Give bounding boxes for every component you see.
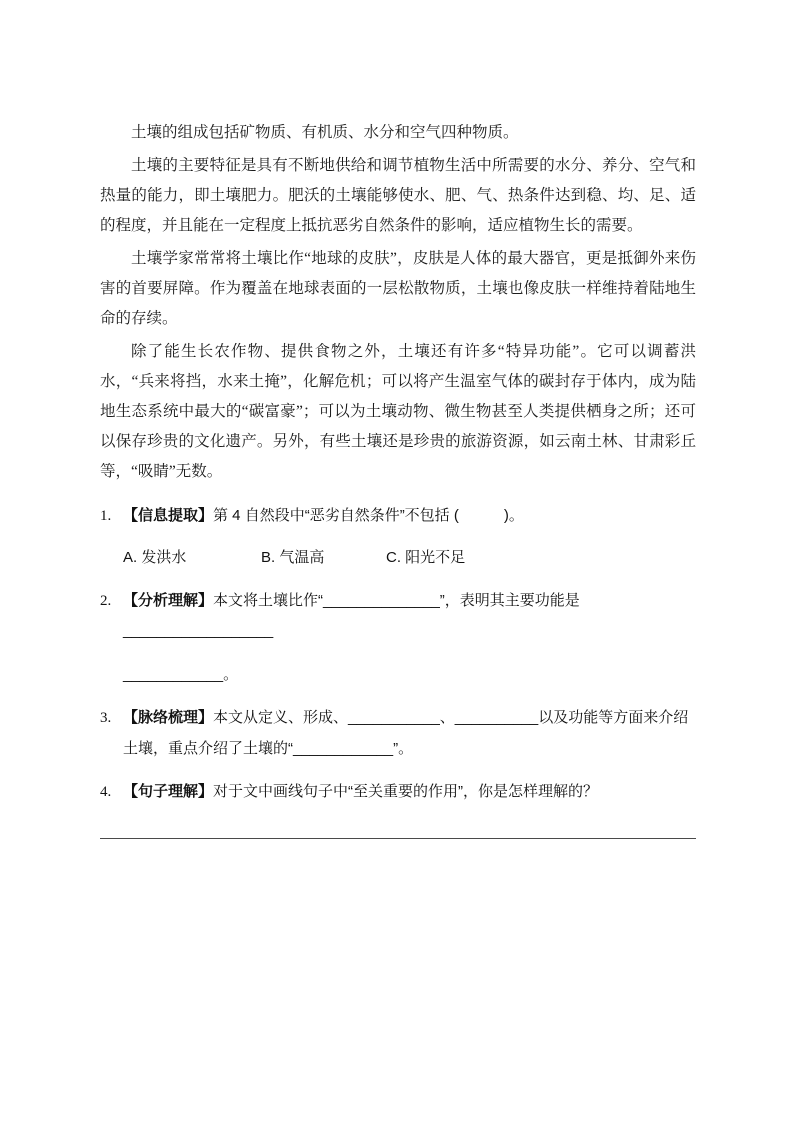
question-4-number: 4. — [100, 784, 112, 800]
question-1-options — [123, 543, 696, 573]
question-1 — [100, 501, 696, 573]
question-3-line — [100, 703, 696, 733]
option-c: C. 阳光不足 — [386, 549, 466, 566]
question-4-tag: 【句子理解】 — [123, 783, 214, 800]
question-1-line — [100, 501, 696, 531]
question-2-tag: 【分析理解】 — [123, 592, 214, 609]
question-2 — [100, 586, 696, 690]
passage-paragraph-1: 土壤的组成包括矿物质、有机质、水分和空气四种物质。 — [131, 124, 519, 141]
reading-passage — [100, 118, 696, 487]
question-1-number: 1. — [100, 508, 112, 524]
question-2-line — [100, 586, 696, 646]
passage-paragraph-3: 土壤学家常常将土壤比作“地球的皮肤”，皮肤是人体的最大器官，更是抵御外来伤害的首要屏障。作为覆盖在地球表面的一层松散物质，土壤也像皮肤一样维持着陆地生命的存续。 — [100, 250, 696, 327]
question-3-continuation: 土壤，重点介绍了土壤的“____________”。 — [123, 740, 414, 757]
question-2-number: 2. — [100, 593, 112, 609]
question-3 — [100, 703, 696, 764]
question-1-text: 第 4 自然段中“恶劣自然条件”不包括 ( )。 — [213, 507, 524, 524]
answer-line — [100, 838, 696, 839]
questions-section — [100, 501, 696, 839]
question-3-number: 3. — [100, 710, 112, 726]
question-1-tag: 【信息提取】 — [123, 507, 214, 524]
option-a: A. 发洪水 — [123, 549, 187, 566]
question-2-text: 本文将土壤比作“______________”，表明其主要功能是__________________ — [123, 592, 580, 639]
question-3-text: 本文从定义、形成、___________、__________以及功能等方面来介绍 — [213, 709, 689, 726]
passage-paragraph-2: 土壤的主要特征是具有不断地供给和调节植物生活中所需要的水分、养分、空气和热量的能力，即土壤肥力。肥沃的土壤能够使水、肥、气、热条件达到稳、均、足、适的程度，并且能在一定程度上抵抗恶劣自然条件的影响，适应植物生长的需要。 — [100, 157, 696, 234]
question-4 — [100, 777, 696, 807]
question-4-line — [100, 777, 696, 807]
question-3-tag: 【脉络梳理】 — [123, 709, 214, 726]
question-2-continuation: ____________。 — [123, 666, 239, 683]
question-4-text: 对于文中画线句子中“至关重要的作用”，你是怎样理解的？ — [213, 783, 599, 800]
passage-paragraph-4: 除了能生长农作物、提供食物之外，土壤还有许多“特异功能”。它可以调蓄洪水，“兵来将挡，水来土掩”，化解危机；可以将产生温室气体的碳封存于体内，成为陆地生态系统中最大的“碳富豪”；可以为土壤动物、微生物甚至人类提供栖身之所；还可以保存珍贵的文化遗产。另外，有些土壤还是珍贵的旅游资源，如云南土林、甘肃彩丘等，“吸睛”无数。 — [100, 343, 696, 480]
option-b: B. 气温高 — [261, 549, 325, 566]
